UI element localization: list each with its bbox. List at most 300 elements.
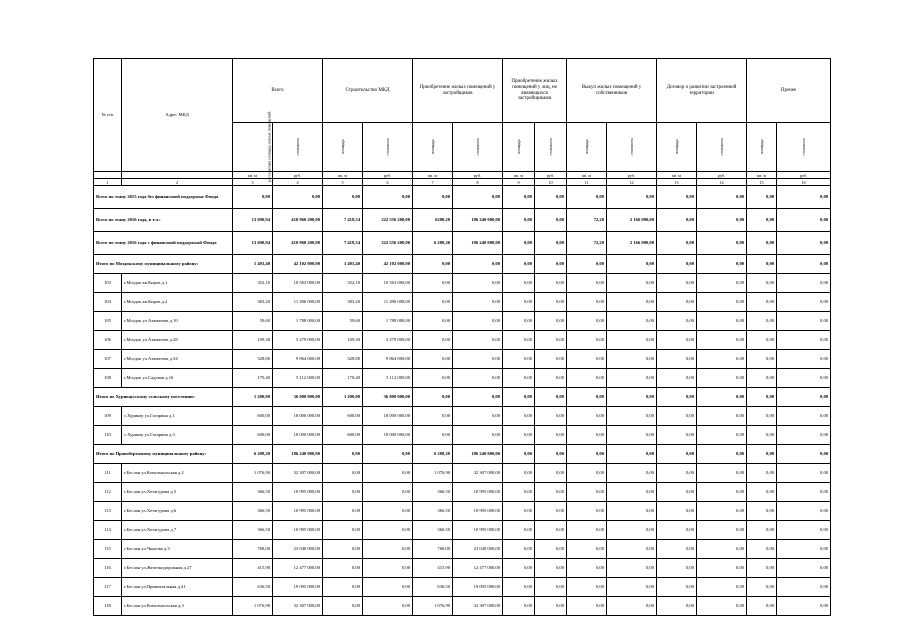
value-cell: 0,00 — [747, 293, 777, 312]
value-cell: 222 556 200,00 — [363, 209, 413, 232]
value-cell: 170,40 — [323, 369, 363, 388]
value-cell: 10 995 000,00 — [273, 521, 323, 540]
value-cell: 5 112 000,00 — [273, 369, 323, 388]
value-cell: 7 418,54 — [323, 232, 363, 255]
unit-cell: кв. м — [323, 172, 363, 179]
row-number: 110 — [94, 426, 122, 445]
value-cell: 0,00 — [453, 369, 503, 388]
group-header-total: Всего — [233, 59, 323, 123]
table-row — [94, 293, 831, 312]
value-cell: 600,00 — [323, 426, 363, 445]
row-address: г.Моздок ул.Азаматова д.34 — [122, 350, 233, 369]
value-cell: 0,00 — [747, 186, 777, 209]
value-cell: 0,00 — [535, 407, 567, 426]
sub-header: стоимость — [453, 123, 503, 172]
value-cell: 0,00 — [747, 312, 777, 331]
value-cell: 0,00 — [567, 369, 607, 388]
row-number: 111 — [94, 464, 122, 483]
group-header-construction: Строительство МКД — [323, 59, 413, 123]
value-cell: 0,00 — [453, 426, 503, 445]
value-cell: 0,00 — [777, 293, 831, 312]
row-number: 103 — [94, 274, 122, 293]
value-cell: 0,00 — [567, 426, 607, 445]
row-number: 118 — [94, 597, 122, 616]
value-cell: 10 563 000,00 — [273, 274, 323, 293]
value-cell: 0,00 — [413, 274, 453, 293]
value-cell: 19 095 000,00 — [453, 578, 503, 597]
value-cell: 0,00 — [323, 597, 363, 616]
unit-cell: руб. — [273, 172, 323, 179]
value-cell: 0,00 — [747, 597, 777, 616]
value-cell: 0,00 — [777, 350, 831, 369]
value-cell: 0,00 — [503, 464, 535, 483]
value-cell: 0,00 — [777, 445, 831, 464]
value-cell: 0,00 — [503, 407, 535, 426]
value-cell: 0,00 — [503, 274, 535, 293]
value-cell: 0,00 — [503, 232, 535, 255]
value-cell: 0,00 — [323, 483, 363, 502]
sub-header: площадь — [503, 123, 535, 172]
total-label: Итого по Моздокскому муниципальному району: — [94, 255, 233, 274]
value-cell: 0,00 — [413, 331, 453, 350]
value-cell: 1 076,90 — [413, 464, 453, 483]
value-cell: 0,00 — [747, 369, 777, 388]
value-cell: 0,00 — [657, 369, 697, 388]
value-cell: 23 040 000,00 — [453, 540, 503, 559]
table-row — [94, 274, 831, 293]
column-number: 9 — [503, 179, 535, 186]
unit-cell: кв. м — [567, 172, 607, 179]
value-cell: 0,00 — [777, 369, 831, 388]
column-number: 3 — [233, 179, 273, 186]
value-cell: 0,00 — [657, 255, 697, 274]
value-cell: 72,20 — [567, 232, 607, 255]
column-number: 1 — [94, 179, 122, 186]
value-cell: 0,00 — [535, 388, 567, 407]
value-cell: 0,00 — [697, 464, 747, 483]
value-cell: 222 556 200,00 — [363, 232, 413, 255]
table-row — [94, 578, 831, 597]
value-cell: 0,00 — [747, 209, 777, 232]
row-address: г.Беслан ул.Комсомольская д.2 — [122, 464, 233, 483]
value-cell: 0,00 — [697, 209, 747, 232]
value-cell: 0,00 — [413, 426, 453, 445]
value-cell: 10 995 000,00 — [453, 502, 503, 521]
value-cell: 0,00 — [657, 209, 697, 232]
value-cell: 0,00 — [363, 502, 413, 521]
value-cell: 0,00 — [567, 464, 607, 483]
value-cell: 186 240 000,00 — [453, 232, 503, 255]
value-cell: 0,00 — [535, 274, 567, 293]
value-cell: 0,00 — [747, 255, 777, 274]
value-cell: 0,00 — [607, 255, 657, 274]
table-row-total — [94, 255, 831, 274]
sub-header: расселяемая площадь жилых помещений — [233, 123, 273, 172]
value-cell: 383,20 — [323, 293, 363, 312]
value-cell: 0,00 — [567, 540, 607, 559]
value-cell: 0,00 — [607, 464, 657, 483]
row-address: с.Хурикау ул.Гагарина д.1 — [122, 407, 233, 426]
value-cell: 18 000 000,00 — [363, 407, 413, 426]
value-cell: 0,00 — [657, 578, 697, 597]
value-cell: 0,00 — [567, 502, 607, 521]
sub-header: площадь — [567, 123, 607, 172]
value-cell: 0,00 — [607, 540, 657, 559]
value-cell: 0,00 — [607, 502, 657, 521]
value-cell: 11 496 000,00 — [363, 293, 413, 312]
value-cell: 36 000 000,00 — [273, 388, 323, 407]
table-row — [94, 369, 831, 388]
value-cell: 0,00 — [413, 312, 453, 331]
value-cell: 0,00 — [413, 369, 453, 388]
value-cell: 366,50 — [233, 502, 273, 521]
value-cell: 0,00 — [747, 502, 777, 521]
value-cell: 0,00 — [697, 331, 747, 350]
value-cell: 0,00 — [697, 186, 747, 209]
value-cell: 0,00 — [567, 255, 607, 274]
value-cell: 0,00 — [323, 559, 363, 578]
value-cell: 0,00 — [323, 186, 363, 209]
unit-cell: кв. м — [233, 172, 273, 179]
value-cell: 0,00 — [607, 388, 657, 407]
value-cell: 0,00 — [697, 597, 747, 616]
value-cell: 1 076,90 — [413, 597, 453, 616]
value-cell: 0,00 — [567, 350, 607, 369]
row-number: 105 — [94, 312, 122, 331]
row-address: г.Моздок кв.Киров д.1 — [122, 274, 233, 293]
value-cell: 10 995 000,00 — [453, 521, 503, 540]
value-cell: 0,00 — [363, 559, 413, 578]
value-cell: 36 000 000,00 — [363, 388, 413, 407]
unit-cell: руб. — [453, 172, 503, 179]
total-label: Всего по этапу 2015 года без финансовой поддержки Фонда — [94, 186, 233, 209]
value-cell: 0,00 — [697, 369, 747, 388]
value-cell: 0,00 — [777, 186, 831, 209]
value-cell: 2 166 000,00 — [607, 209, 657, 232]
resettlement-table — [93, 58, 831, 616]
value-cell: 0,00 — [413, 255, 453, 274]
value-cell: 42 102 000,00 — [363, 255, 413, 274]
value-cell: 0,00 — [777, 407, 831, 426]
value-cell: 0,00 — [657, 464, 697, 483]
value-cell: 0,00 — [657, 540, 697, 559]
value-cell: 0,00 — [657, 407, 697, 426]
header-num: № п/п — [94, 59, 122, 172]
value-cell: 186 240 000,00 — [273, 445, 323, 464]
value-cell: 18 000 000,00 — [273, 407, 323, 426]
value-cell: 0,00 — [535, 209, 567, 232]
value-cell: 0,00 — [697, 540, 747, 559]
sub-header: стоимость — [273, 123, 323, 172]
value-cell: 0,00 — [747, 483, 777, 502]
value-cell: 0,00 — [657, 274, 697, 293]
value-cell: 9 864 000,00 — [363, 350, 413, 369]
value-cell: 59,60 — [323, 312, 363, 331]
total-label: Итого по Правобережному муниципальному району: — [94, 445, 233, 464]
value-cell: 170,40 — [233, 369, 273, 388]
sub-header: стоимость — [777, 123, 831, 172]
value-cell: 0,00 — [657, 350, 697, 369]
units-row — [94, 172, 831, 179]
value-cell: 600,00 — [323, 407, 363, 426]
value-cell: 0,00 — [777, 521, 831, 540]
total-label: Итого по Хурикаусскому сельскому поселению: — [94, 388, 233, 407]
value-cell: 0,00 — [697, 578, 747, 597]
table-row — [94, 483, 831, 502]
value-cell: 0,00 — [657, 597, 697, 616]
sub-header: стоимость — [363, 123, 413, 172]
value-cell: 0,00 — [453, 407, 503, 426]
units-cell-empty — [122, 172, 233, 179]
unit-cell: руб. — [535, 172, 567, 179]
column-number: 15 — [747, 179, 777, 186]
value-cell: 0,00 — [535, 597, 567, 616]
row-address: г.Беслан ул.Хетагурова д.6 — [122, 502, 233, 521]
table-row-total — [94, 232, 831, 255]
value-cell: 0,00 — [607, 559, 657, 578]
value-cell: 0,00 — [535, 483, 567, 502]
table-row-total — [94, 388, 831, 407]
value-cell: 0,00 — [777, 483, 831, 502]
table-row — [94, 540, 831, 559]
value-cell: 0,00 — [535, 445, 567, 464]
value-cell: 0,00 — [657, 293, 697, 312]
value-cell: 0,00 — [453, 331, 503, 350]
row-number: 115 — [94, 540, 122, 559]
value-cell: 0,00 — [503, 445, 535, 464]
value-cell: 1 076,90 — [233, 597, 273, 616]
value-cell: 6 208,20 — [413, 445, 453, 464]
value-cell: 0,00 — [503, 388, 535, 407]
sub-header: площадь — [413, 123, 453, 172]
value-cell: 0,00 — [657, 331, 697, 350]
value-cell: 0,00 — [233, 186, 273, 209]
table-row-total — [94, 186, 831, 209]
value-cell: 32 307 000,00 — [453, 464, 503, 483]
value-cell: 0,00 — [567, 578, 607, 597]
value-cell: 1 403,40 — [233, 255, 273, 274]
value-cell: 0,00 — [453, 350, 503, 369]
value-cell: 0,00 — [607, 350, 657, 369]
value-cell: 59,60 — [233, 312, 273, 331]
value-cell: 366,50 — [233, 483, 273, 502]
total-label: Всего по этапу 2016 года, в т.ч.: — [94, 209, 233, 232]
value-cell: 0,00 — [607, 597, 657, 616]
value-cell: 5 112 000,00 — [363, 369, 413, 388]
value-cell: 0,00 — [363, 540, 413, 559]
value-cell: 23 040 000,00 — [273, 540, 323, 559]
value-cell: 0,00 — [567, 331, 607, 350]
value-cell: 0,00 — [747, 388, 777, 407]
value-cell: 0,00 — [777, 274, 831, 293]
unit-cell: руб. — [607, 172, 657, 179]
column-number: 5 — [323, 179, 363, 186]
table-row — [94, 312, 831, 331]
value-cell: 0,00 — [697, 232, 747, 255]
value-cell: 0,00 — [503, 521, 535, 540]
value-cell: 0,00 — [503, 255, 535, 274]
value-cell: 0,00 — [413, 186, 453, 209]
value-cell: 366,50 — [413, 521, 453, 540]
value-cell: 0,00 — [413, 388, 453, 407]
value-cell: 0,00 — [567, 407, 607, 426]
value-cell: 0,00 — [503, 369, 535, 388]
value-cell: 1 200,00 — [323, 388, 363, 407]
row-address: г.Моздок кв.Киров д.2 — [122, 293, 233, 312]
row-number: 106 — [94, 331, 122, 350]
value-cell: 352,10 — [233, 274, 273, 293]
value-cell: 0,00 — [535, 232, 567, 255]
value-cell: 410 960 200,00 — [273, 232, 323, 255]
value-cell: 0,00 — [503, 293, 535, 312]
unit-cell: кв. м — [503, 172, 535, 179]
value-cell: 0,00 — [777, 578, 831, 597]
value-cell: 0,00 — [535, 186, 567, 209]
value-cell: 0,00 — [323, 540, 363, 559]
value-cell: 415,90 — [233, 559, 273, 578]
value-cell: 366,50 — [413, 502, 453, 521]
column-number: 7 — [413, 179, 453, 186]
unit-cell: руб. — [363, 172, 413, 179]
table-row-total — [94, 445, 831, 464]
value-cell: 3 279 000,00 — [273, 331, 323, 350]
value-cell: 768,00 — [413, 540, 453, 559]
value-cell: 0,00 — [503, 502, 535, 521]
value-cell: 6200,20 — [413, 209, 453, 232]
value-cell: 0,00 — [777, 255, 831, 274]
value-cell: 72,20 — [567, 209, 607, 232]
unit-cell: руб. — [777, 172, 831, 179]
value-cell: 6 208,20 — [413, 232, 453, 255]
row-number: 113 — [94, 502, 122, 521]
value-cell: 0,00 — [535, 350, 567, 369]
value-cell: 0,00 — [747, 426, 777, 445]
value-cell: 10 995 000,00 — [273, 502, 323, 521]
table-row-total — [94, 209, 831, 232]
sub-header: стоимость — [607, 123, 657, 172]
value-cell: 0,00 — [607, 331, 657, 350]
value-cell: 0,00 — [607, 186, 657, 209]
row-address: г.Беслан ул.Хетагурова д.7 — [122, 521, 233, 540]
value-cell: 0,00 — [323, 502, 363, 521]
value-cell: 0,00 — [697, 483, 747, 502]
value-cell: 0,00 — [535, 426, 567, 445]
value-cell: 32 307 000,00 — [273, 597, 323, 616]
table-row — [94, 521, 831, 540]
table-row — [94, 464, 831, 483]
value-cell: 0,00 — [747, 540, 777, 559]
value-cell: 0,00 — [747, 232, 777, 255]
row-address: г.Беслан ул.Хетагурова д.5 — [122, 483, 233, 502]
value-cell: 0,00 — [747, 521, 777, 540]
value-cell: 0,00 — [535, 331, 567, 350]
row-address: г.Моздок ул.Азаматова д.10 — [122, 312, 233, 331]
value-cell: 13 690,94 — [233, 209, 273, 232]
table-row — [94, 350, 831, 369]
value-cell: 42 102 000,00 — [273, 255, 323, 274]
value-cell: 0,00 — [363, 578, 413, 597]
unit-cell: кв. м — [747, 172, 777, 179]
column-number: 14 — [697, 179, 747, 186]
value-cell: 0,00 — [697, 407, 747, 426]
row-number: 109 — [94, 407, 122, 426]
row-number: 114 — [94, 521, 122, 540]
value-cell: 10 995 000,00 — [273, 483, 323, 502]
value-cell: 0,00 — [503, 597, 535, 616]
value-cell: 3 279 000,00 — [363, 331, 413, 350]
value-cell: 0,00 — [747, 350, 777, 369]
value-cell: 0,00 — [747, 464, 777, 483]
value-cell: 0,00 — [657, 312, 697, 331]
value-cell: 18 000 000,00 — [363, 426, 413, 445]
value-cell: 0,00 — [567, 559, 607, 578]
value-cell: 0,00 — [413, 293, 453, 312]
value-cell: 1 788 000,00 — [273, 312, 323, 331]
value-cell: 410 960 200,00 — [273, 209, 323, 232]
value-cell: 768,00 — [233, 540, 273, 559]
column-number: 2 — [122, 179, 233, 186]
value-cell: 0,00 — [657, 186, 697, 209]
value-cell: 0,00 — [747, 407, 777, 426]
value-cell: 0,00 — [567, 312, 607, 331]
value-cell: 328,80 — [323, 350, 363, 369]
value-cell: 0,00 — [697, 426, 747, 445]
value-cell: 0,00 — [363, 186, 413, 209]
value-cell: 0,00 — [413, 350, 453, 369]
value-cell: 0,00 — [323, 464, 363, 483]
value-cell: 0,00 — [567, 186, 607, 209]
value-cell: 0,00 — [747, 578, 777, 597]
value-cell: 19 095 000,00 — [273, 578, 323, 597]
value-cell: 0,00 — [607, 312, 657, 331]
unit-cell: руб. — [697, 172, 747, 179]
value-cell: 383,20 — [233, 293, 273, 312]
units-cell-empty — [94, 172, 122, 179]
value-cell: 0,00 — [607, 483, 657, 502]
value-cell: 415,90 — [413, 559, 453, 578]
value-cell: 1 076,90 — [233, 464, 273, 483]
value-cell: 0,00 — [697, 521, 747, 540]
value-cell: 0,00 — [503, 540, 535, 559]
value-cell: 0,00 — [453, 312, 503, 331]
value-cell: 0,00 — [535, 502, 567, 521]
value-cell: 0,00 — [535, 293, 567, 312]
value-cell: 0,00 — [535, 369, 567, 388]
value-cell: 0,00 — [503, 312, 535, 331]
value-cell: 0,00 — [567, 274, 607, 293]
value-cell: 10 563 000,00 — [363, 274, 413, 293]
column-number: 11 — [567, 179, 607, 186]
value-cell: 0,00 — [453, 293, 503, 312]
value-cell: 10 995 000,00 — [453, 483, 503, 502]
value-cell: 0,00 — [453, 255, 503, 274]
table-row — [94, 426, 831, 445]
group-header-buyout: Выкуп жилых помещений у собственников — [567, 59, 657, 123]
value-cell: 0,00 — [657, 559, 697, 578]
value-cell: 0,00 — [777, 502, 831, 521]
table-row — [94, 407, 831, 426]
row-address: г.Моздок ул.Азаматова д.28 — [122, 331, 233, 350]
value-cell: 0,00 — [503, 578, 535, 597]
document-sheet — [93, 58, 829, 609]
value-cell: 0,00 — [567, 445, 607, 464]
header-address: Адрес МКД — [122, 59, 233, 172]
value-cell: 11 496 000,00 — [273, 293, 323, 312]
value-cell: 600,00 — [233, 407, 273, 426]
value-cell: 6 208,20 — [233, 445, 273, 464]
unit-cell: кв. м — [657, 172, 697, 179]
value-cell: 0,00 — [273, 186, 323, 209]
